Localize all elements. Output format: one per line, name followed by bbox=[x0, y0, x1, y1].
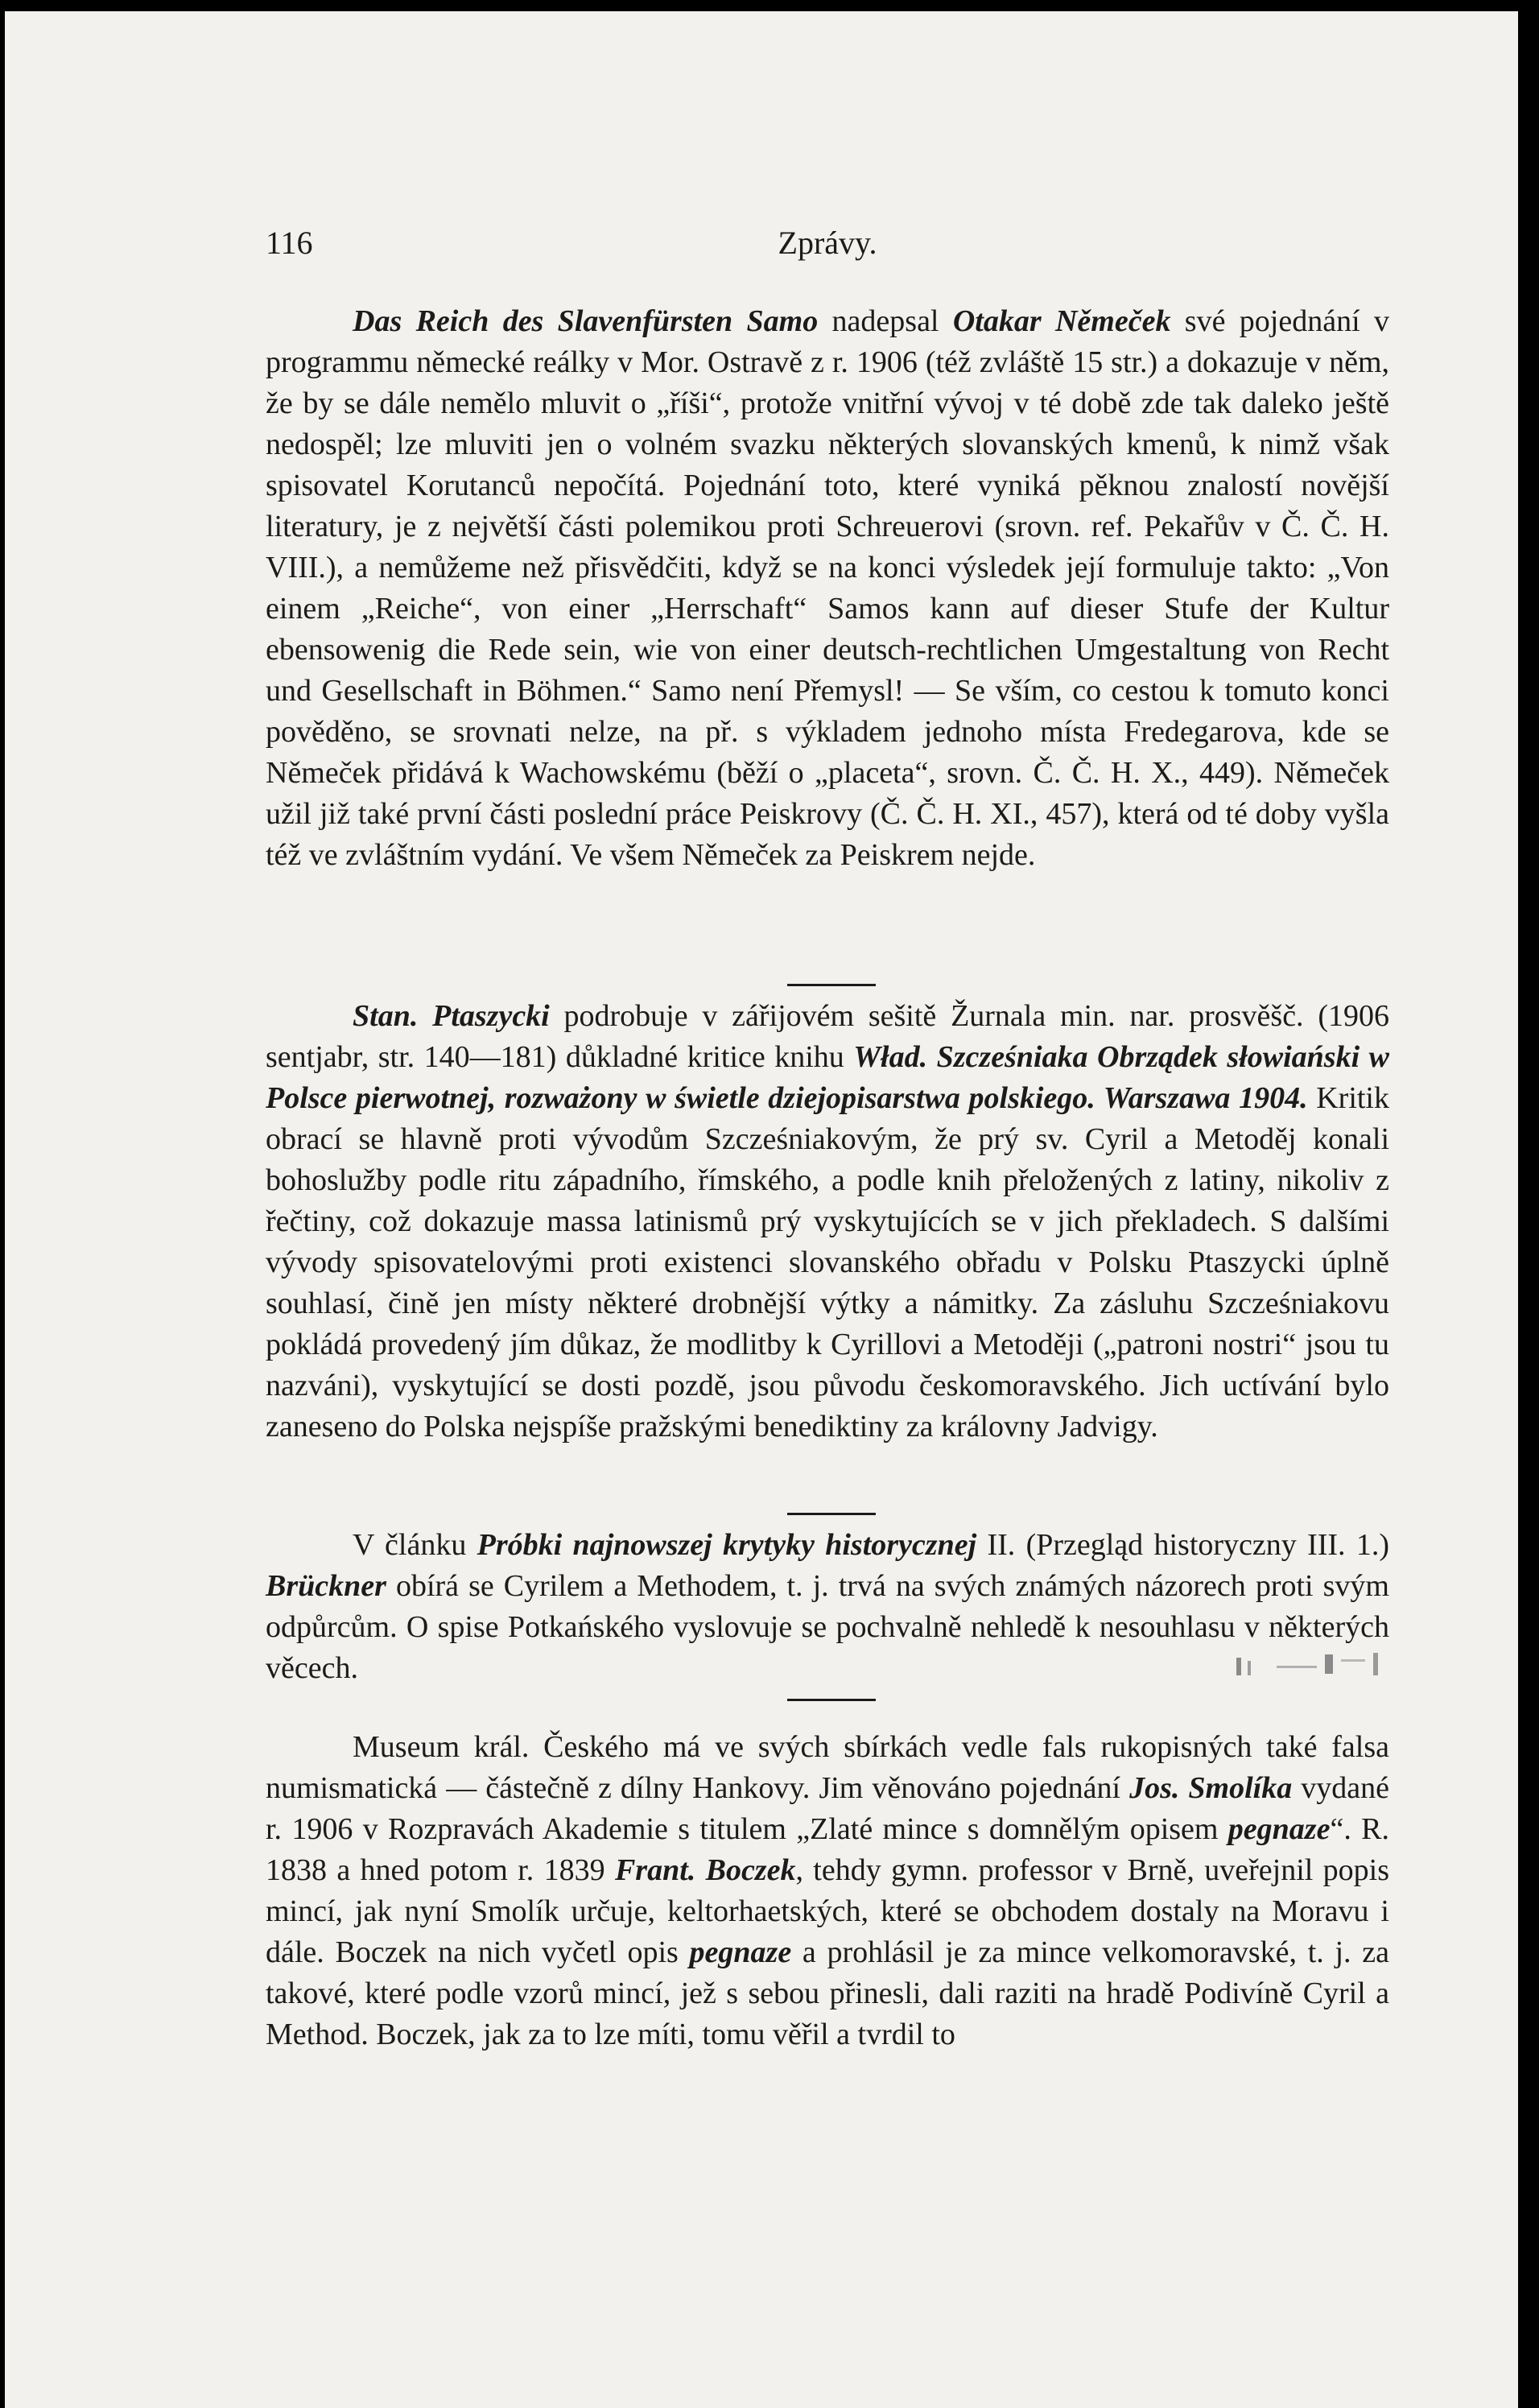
text-span: vydané r. 1906 v Rozpravách Akademie s titulem „Zlaté mince s domnělým opisem bbox=[266, 1771, 1389, 1846]
text-span: Kritik obrací se hlavně proti vývodům Szcześniakovým, že prý sv. Cyril a Metoděj konali bohoslužby podle ritu západního, římského, a podle knih přeložených z latiny, nikoliv z řečtiny, což dokazuje massa latinismů prý vyskytujících se v jich překladech. S dalšími vývody spisovatelovými proti existenci slovanského obřadu v Polsku Ptaszycki úplně souhlasí, čině jen místy některé drobnější výtky a námitky. Za zásluhu Szcześniakovu pokládá provedený jím důkaz, že modlitby k Cyrillovi a Metoději („patroni nostri“ jsou tu nazváni), vyskytující se dosti pozdě, jsou původu českomoravského. Jich uctívání bylo zaneseno do Polska nejspíše pražskými benediktiny za královny Jadvigy. bbox=[266, 1081, 1389, 1444]
section-title: Zprávy. bbox=[778, 225, 877, 261]
text-italic: Brückner bbox=[266, 1569, 386, 1603]
text-span: V článku bbox=[353, 1528, 477, 1562]
text-span: své pojednání v programmu německé reálky v Mor. Ostravě z r. 1906 (též zvláště 15 str.) a dokazuje v něm, že by se dále nemělo mluvit o „říši“, protože vnitřní vývoj v té době zde tak daleko ještě nedospěl; lze mluviti jen o volném svazku některých slovanských kmenů, k nimž však spisovatel Korutanců nepočítá. Pojednání toto, které vyniká pěknou znalostí novější literatury, je z největší části polemikou proti Schreuerovi (srovn. ref. Pekařův v Č. Č. H. VIII.), a nemůžeme než přisvědčiti, když se na konci výsledek její formuluje takto: „Von einem „Reiche“, von einer „Herrschaft“ Samos kann auf dieser Stufe der Kultur ebensowenig die Rede sein, wie von einer deutsch-rechtlichen Umgestaltung von Recht und Gesellschaft in Böhmen.“ Samo není Přemysl! — Se vším, co cestou k tomuto konci pověděno, se srovnati nelze, na př. s výkladem jednoho místa Fredegarova, kde se Němeček přidává k Wachowskému (běží o „placeta“, srovn. Č. Č. H. X., 449). Němeček užil již také první části poslední práce Peiskrovy (Č. Č. H. XI., 457), která od té doby vyšla též ve zvláštním vydání. Ve všem Němeček za Peiskrem nejde. bbox=[266, 304, 1389, 872]
text-span: podrobuje v zářijovém sešitě Žurnala min. nar. prosvěšč. (1906 sentjabr, str. 140—181) důkladné kritice knihu bbox=[266, 999, 1389, 1074]
separator-rule bbox=[787, 984, 876, 986]
paragraph-text bbox=[266, 1727, 1389, 2055]
separator-rule bbox=[787, 1513, 876, 1515]
paragraph-text bbox=[266, 301, 1389, 876]
text-italic: Das Reich des Slavenfürsten Samo bbox=[353, 304, 819, 338]
text-span: , tehdy gymn. professor v Brně, uveřejnil popis mincí, jak nyní Smolík určuje, keltorhaetských, které se obchodem dostaly na Moravu i dále. Boczek na nich vyčetl opis bbox=[266, 1853, 1389, 1969]
separator-rule bbox=[787, 1699, 876, 1701]
paragraph-1 bbox=[266, 301, 1389, 876]
text-span: a prohlásil je za mince velkomoravské, t. j. za takové, které podle vzorů mincí, jež s sebou přinesli, dali raziti na hradě Podivíně Cyril a Method. Boczek, jak za to lze míti, tomu věřil a tvrdil to bbox=[266, 1935, 1390, 2051]
page-number: 116 bbox=[266, 225, 313, 261]
text-italic: Frant. Boczek bbox=[614, 1853, 796, 1887]
text-italic: pegnaze bbox=[1227, 1812, 1331, 1846]
text-span: II. (Przegląd historyczny III. 1.) bbox=[976, 1528, 1389, 1562]
text-span: nadepsal bbox=[818, 304, 953, 338]
paragraph-2 bbox=[266, 996, 1389, 1448]
paragraph-4 bbox=[266, 1727, 1389, 2055]
paragraph-text bbox=[266, 996, 1389, 1448]
running-header bbox=[266, 224, 1389, 272]
text-italic: pegnaze bbox=[689, 1935, 792, 1969]
text-span: “. R. 1838 a hned potom r. 1839 bbox=[266, 1812, 1389, 1887]
scan-artifact bbox=[1220, 1650, 1389, 1683]
text-italic: Wład. Szcześniaka Obrządek słowiański w Polsce pierwotnej, rozważony w świetle dziejopisarstwa polskiego. Warszawa 1904. bbox=[266, 1040, 1390, 1115]
text-italic: Otakar Němeček bbox=[952, 304, 1171, 338]
text-italic: Próbki najnowszej krytyky historycznej bbox=[477, 1528, 977, 1562]
text-span: Museum král. Českého má ve svých sbírkách vedle fals rukopisných také falsa numismatická — částečně z dílny Hankovy. Jim věnováno pojednání bbox=[266, 1730, 1389, 1805]
text-italic: Stan. Ptaszycki bbox=[353, 999, 550, 1033]
text-italic: Jos. Smolíka bbox=[1129, 1771, 1293, 1805]
text-span: obírá se Cyrilem a Methodem, t. j. trvá na svých známých názorech proti svým odpůrcům. O spise Potkańského vyslovuje se pochvalně nehledě k nesouhlasu v některých věcech. bbox=[266, 1569, 1389, 1685]
